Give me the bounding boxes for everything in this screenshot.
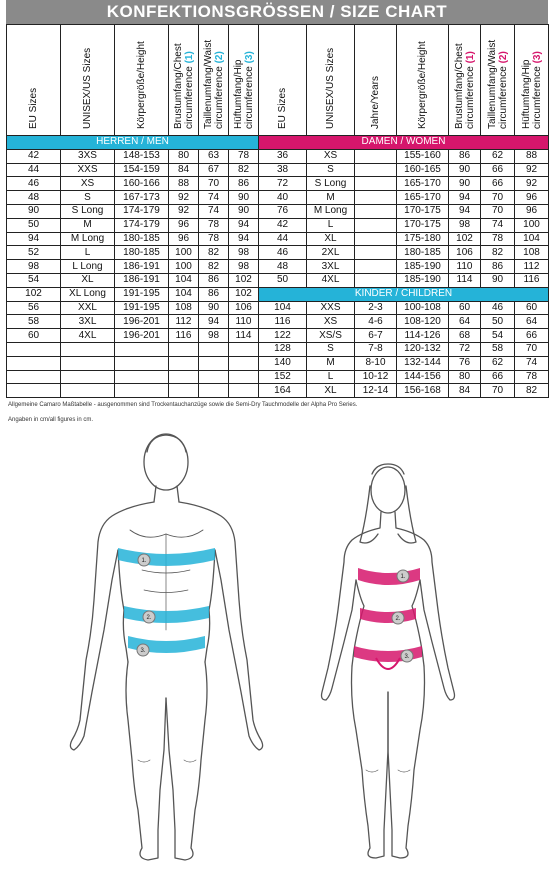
- children-cell: S: [307, 342, 355, 356]
- children-cell: 66: [481, 370, 515, 384]
- men-cell: 86: [199, 287, 229, 301]
- men-cell: 78: [199, 218, 229, 232]
- children-cell: 74: [515, 356, 549, 370]
- women-cell: 44: [259, 232, 307, 246]
- women-cell: 2XL: [307, 246, 355, 260]
- women-children-size-table: [258, 24, 549, 398]
- women-row: [259, 273, 549, 287]
- men-cell: 74: [199, 191, 229, 205]
- children-row: [259, 329, 549, 343]
- men-cell: [169, 384, 199, 398]
- women-cell: 94: [449, 204, 481, 218]
- men-row: [7, 301, 259, 315]
- header-unisex-sizes-right: UNISEX/US Sizes: [307, 25, 355, 136]
- women-cell: [355, 191, 397, 205]
- men-cell: 102: [7, 287, 61, 301]
- children-cell: 54: [481, 329, 515, 343]
- children-cell: 8-10: [355, 356, 397, 370]
- men-cell: 42: [7, 149, 61, 163]
- header-chest-right: Brustumfang/Chest circumference (1): [449, 25, 481, 136]
- men-cell: 96: [169, 232, 199, 246]
- men-cell: 180-185: [115, 232, 169, 246]
- men-cell: 67: [199, 163, 229, 177]
- men-cell: [199, 342, 229, 356]
- men-cell: XXS: [61, 163, 115, 177]
- children-row: [259, 356, 549, 370]
- women-row: [259, 163, 549, 177]
- women-cell: 90: [449, 163, 481, 177]
- women-row: [259, 232, 549, 246]
- women-cell: 74: [481, 218, 515, 232]
- children-cell: 100-108: [397, 301, 449, 315]
- men-cell: 96: [169, 218, 199, 232]
- women-cell: [355, 177, 397, 191]
- men-cell: 110: [229, 315, 259, 329]
- men-cell: 84: [169, 163, 199, 177]
- children-cell: 76: [449, 356, 481, 370]
- children-cell: 140: [259, 356, 307, 370]
- women-row: [259, 191, 549, 205]
- children-cell: 60: [449, 301, 481, 315]
- children-cell: XL: [307, 384, 355, 398]
- men-cell: 104: [169, 273, 199, 287]
- men-cell: XXL: [61, 301, 115, 315]
- men-cell: 88: [169, 177, 199, 191]
- men-cell: 4XL: [61, 329, 115, 343]
- children-cell: 156-168: [397, 384, 449, 398]
- women-cell: 50: [259, 273, 307, 287]
- children-cell: 84: [449, 384, 481, 398]
- women-cell: 42: [259, 218, 307, 232]
- women-cell: 90: [449, 177, 481, 191]
- men-cell: 94: [229, 218, 259, 232]
- men-cell: 48: [7, 191, 61, 205]
- women-cell: 48: [259, 260, 307, 274]
- women-cell: [355, 232, 397, 246]
- men-cell: 3XS: [61, 149, 115, 163]
- children-cell: 64: [449, 315, 481, 329]
- women-cell: 92: [515, 177, 549, 191]
- section-men: HERREN / MEN: [7, 136, 259, 150]
- women-cell: [355, 273, 397, 287]
- women-cell: 4XL: [307, 273, 355, 287]
- women-cell: 114: [449, 273, 481, 287]
- men-cell: 98: [7, 260, 61, 274]
- women-cell: 38: [259, 163, 307, 177]
- children-cell: 6-7: [355, 329, 397, 343]
- women-row: [259, 204, 549, 218]
- men-row: [7, 163, 259, 177]
- children-cell: M: [307, 356, 355, 370]
- men-cell: 106: [229, 301, 259, 315]
- children-cell: 60: [515, 301, 549, 315]
- women-cell: [355, 218, 397, 232]
- men-cell: 98: [229, 246, 259, 260]
- section-women: DAMEN / WOMEN: [259, 136, 549, 150]
- women-cell: 185-190: [397, 260, 449, 274]
- men-cell: 104: [169, 287, 199, 301]
- men-cell: 3XL: [61, 315, 115, 329]
- women-cell: XS: [307, 149, 355, 163]
- children-cell: 2-3: [355, 301, 397, 315]
- men-cell: 94: [7, 232, 61, 246]
- men-cell: 116: [169, 329, 199, 343]
- women-cell: 160-165: [397, 163, 449, 177]
- male-marker-1: 1.: [141, 558, 147, 564]
- men-cell: XL Long: [61, 287, 115, 301]
- header-height: Körpergröße/Height: [115, 25, 169, 136]
- women-cell: 3XL: [307, 260, 355, 274]
- children-row: [259, 301, 549, 315]
- women-cell: [355, 204, 397, 218]
- men-row: [7, 384, 259, 398]
- men-cell: [7, 356, 61, 370]
- children-cell: XXS: [307, 301, 355, 315]
- men-cell: [7, 370, 61, 384]
- men-cell: [7, 384, 61, 398]
- children-cell: 114-126: [397, 329, 449, 343]
- header-unisex-sizes: UNISEX/US Sizes: [61, 25, 115, 136]
- children-cell: 58: [481, 342, 515, 356]
- header-hip-right: Hüftumfang/Hip circumference (3): [515, 25, 549, 136]
- women-cell: 165-170: [397, 191, 449, 205]
- women-cell: 86: [449, 149, 481, 163]
- men-cell: 90: [199, 301, 229, 315]
- women-cell: 104: [515, 232, 549, 246]
- women-row: [259, 177, 549, 191]
- header-waist-right: Taillenumfang/Waist circumference (2): [481, 25, 515, 136]
- women-cell: 82: [481, 246, 515, 260]
- male-measure-bands: [118, 548, 215, 653]
- men-cell: 78: [199, 232, 229, 246]
- footnote-general: Allgemeine Camaro Maßtabelle - ausgenommen sind Trockentauchanzüge sowie die Semi-Dry Tauchmodelle der Alpha Pro Series.: [8, 402, 358, 408]
- men-row: [7, 356, 259, 370]
- men-cell: 56: [7, 301, 61, 315]
- women-cell: M Long: [307, 204, 355, 218]
- men-cell: 186-191: [115, 260, 169, 274]
- section-children: KINDER / CHILDREN: [259, 287, 549, 301]
- men-cell: [199, 370, 229, 384]
- men-cell: [115, 342, 169, 356]
- women-cell: 110: [449, 260, 481, 274]
- page-title: KONFEKTIONSGRÖSSEN / SIZE CHART: [6, 0, 548, 24]
- women-cell: 180-185: [397, 246, 449, 260]
- men-cell: 58: [7, 315, 61, 329]
- men-row: [7, 315, 259, 329]
- men-cell: 82: [229, 163, 259, 177]
- women-cell: M: [307, 191, 355, 205]
- women-cell: 86: [481, 260, 515, 274]
- children-cell: 46: [481, 301, 515, 315]
- header-hip: Hüftumfang/Hip circumference (3): [229, 25, 259, 136]
- women-cell: [355, 163, 397, 177]
- women-cell: 102: [449, 232, 481, 246]
- women-row: [259, 218, 549, 232]
- female-marker-2: 2.: [395, 616, 401, 622]
- men-cell: 98: [229, 260, 259, 274]
- men-cell: [61, 342, 115, 356]
- children-cell: 122: [259, 329, 307, 343]
- men-cell: 44: [7, 163, 61, 177]
- children-cell: 64: [515, 315, 549, 329]
- footnote-units: Angaben in cm/all figures in cm.: [8, 417, 94, 423]
- men-cell: [229, 370, 259, 384]
- women-cell: 78: [481, 232, 515, 246]
- women-cell: 108: [515, 246, 549, 260]
- men-cell: 100: [169, 246, 199, 260]
- men-cell: [61, 370, 115, 384]
- men-row: [7, 329, 259, 343]
- children-cell: 116: [259, 315, 307, 329]
- men-cell: [61, 384, 115, 398]
- women-cell: S Long: [307, 177, 355, 191]
- men-cell: L Long: [61, 260, 115, 274]
- men-cell: [115, 370, 169, 384]
- women-cell: 90: [481, 273, 515, 287]
- children-cell: 128: [259, 342, 307, 356]
- men-cell: 148-153: [115, 149, 169, 163]
- men-cell: [115, 356, 169, 370]
- men-row: [7, 149, 259, 163]
- children-cell: 62: [481, 356, 515, 370]
- children-cell: 7-8: [355, 342, 397, 356]
- men-cell: 90: [229, 204, 259, 218]
- women-cell: L: [307, 218, 355, 232]
- men-cell: 46: [7, 177, 61, 191]
- women-cell: 66: [481, 177, 515, 191]
- men-cell: [199, 356, 229, 370]
- men-cell: 154-159: [115, 163, 169, 177]
- men-row: [7, 191, 259, 205]
- men-cell: 92: [169, 204, 199, 218]
- children-cell: 72: [449, 342, 481, 356]
- men-cell: [169, 356, 199, 370]
- men-cell: S: [61, 191, 115, 205]
- women-cell: 155-160: [397, 149, 449, 163]
- men-cell: 180-185: [115, 246, 169, 260]
- children-cell: XS: [307, 315, 355, 329]
- men-row: [7, 177, 259, 191]
- men-cell: 196-201: [115, 329, 169, 343]
- children-cell: 108-120: [397, 315, 449, 329]
- women-cell: 40: [259, 191, 307, 205]
- women-cell: 46: [259, 246, 307, 260]
- children-row: [259, 315, 549, 329]
- women-cell: [355, 246, 397, 260]
- men-cell: 82: [199, 260, 229, 274]
- women-row: [259, 260, 549, 274]
- children-cell: XS/S: [307, 329, 355, 343]
- men-cell: 196-201: [115, 315, 169, 329]
- female-marker-1: 1.: [400, 574, 406, 580]
- men-cell: 174-179: [115, 218, 169, 232]
- men-row: [7, 204, 259, 218]
- women-cell: 94: [449, 191, 481, 205]
- men-cell: 70: [199, 177, 229, 191]
- men-cell: 63: [199, 149, 229, 163]
- men-cell: M: [61, 218, 115, 232]
- men-row: [7, 287, 259, 301]
- men-cell: 98: [199, 329, 229, 343]
- women-cell: 70: [481, 204, 515, 218]
- header-height-right: Körpergröße/Height: [397, 25, 449, 136]
- men-cell: [229, 356, 259, 370]
- men-cell: [169, 370, 199, 384]
- men-cell: 54: [7, 273, 61, 287]
- men-cell: [7, 342, 61, 356]
- men-cell: [115, 384, 169, 398]
- children-cell: L: [307, 370, 355, 384]
- men-cell: [199, 384, 229, 398]
- header-years: Jahre/Years: [355, 25, 397, 136]
- women-cell: 170-175: [397, 218, 449, 232]
- women-cell: 62: [481, 149, 515, 163]
- children-row: [259, 384, 549, 398]
- children-row: [259, 370, 549, 384]
- men-cell: [229, 384, 259, 398]
- children-cell: 10-12: [355, 370, 397, 384]
- men-row: [7, 370, 259, 384]
- children-cell: 164: [259, 384, 307, 398]
- children-cell: 132-144: [397, 356, 449, 370]
- men-cell: 86: [229, 177, 259, 191]
- children-cell: 80: [449, 370, 481, 384]
- men-cell: 82: [199, 246, 229, 260]
- women-cell: 88: [515, 149, 549, 163]
- children-cell: 66: [515, 329, 549, 343]
- women-cell: 96: [515, 191, 549, 205]
- header-chest: Brustumfang/Chest circumference (1): [169, 25, 199, 136]
- body-figures-illustration: [0, 430, 554, 872]
- men-cell: 186-191: [115, 273, 169, 287]
- men-cell: XL: [61, 273, 115, 287]
- women-cell: 70: [481, 191, 515, 205]
- children-row: [259, 342, 549, 356]
- men-cell: 94: [229, 232, 259, 246]
- women-row: [259, 246, 549, 260]
- women-cell: 72: [259, 177, 307, 191]
- children-cell: 152: [259, 370, 307, 384]
- men-cell: 90: [7, 204, 61, 218]
- women-cell: [355, 260, 397, 274]
- men-cell: 102: [229, 287, 259, 301]
- women-cell: 100: [515, 218, 549, 232]
- children-cell: 70: [515, 342, 549, 356]
- children-cell: 120-132: [397, 342, 449, 356]
- men-cell: 60: [7, 329, 61, 343]
- men-cell: 94: [199, 315, 229, 329]
- men-row: [7, 232, 259, 246]
- children-cell: 78: [515, 370, 549, 384]
- women-cell: 106: [449, 246, 481, 260]
- men-cell: 114: [229, 329, 259, 343]
- children-cell: 50: [481, 315, 515, 329]
- men-cell: 108: [169, 301, 199, 315]
- men-row: [7, 218, 259, 232]
- men-cell: M Long: [61, 232, 115, 246]
- children-cell: 4-6: [355, 315, 397, 329]
- children-cell: 68: [449, 329, 481, 343]
- women-cell: S: [307, 163, 355, 177]
- header-eu-sizes: EU Sizes: [7, 25, 61, 136]
- women-cell: 96: [515, 204, 549, 218]
- men-row: [7, 260, 259, 274]
- female-marker-3: 3.: [404, 654, 410, 660]
- men-cell: [229, 342, 259, 356]
- women-cell: 185-190: [397, 273, 449, 287]
- men-cell: XS: [61, 177, 115, 191]
- men-cell: 50: [7, 218, 61, 232]
- men-cell: S Long: [61, 204, 115, 218]
- women-cell: 92: [515, 163, 549, 177]
- men-cell: 174-179: [115, 204, 169, 218]
- men-cell: 100: [169, 260, 199, 274]
- children-cell: 82: [515, 384, 549, 398]
- women-cell: 175-180: [397, 232, 449, 246]
- men-cell: 102: [229, 273, 259, 287]
- men-cell: 90: [229, 191, 259, 205]
- children-cell: 104: [259, 301, 307, 315]
- men-cell: 86: [199, 273, 229, 287]
- women-cell: 112: [515, 260, 549, 274]
- men-size-table: [6, 24, 259, 398]
- men-cell: 92: [169, 191, 199, 205]
- men-cell: 167-173: [115, 191, 169, 205]
- male-marker-3: 3.: [140, 648, 146, 654]
- women-cell: 66: [481, 163, 515, 177]
- women-cell: 116: [515, 273, 549, 287]
- men-row: [7, 273, 259, 287]
- children-cell: 12-14: [355, 384, 397, 398]
- men-cell: [61, 356, 115, 370]
- women-row: [259, 149, 549, 163]
- women-cell: 165-170: [397, 177, 449, 191]
- men-cell: 112: [169, 315, 199, 329]
- women-cell: 36: [259, 149, 307, 163]
- men-cell: 160-166: [115, 177, 169, 191]
- children-cell: 144-156: [397, 370, 449, 384]
- men-cell: 52: [7, 246, 61, 260]
- header-waist: Taillenumfang/Waist circumference (2): [199, 25, 229, 136]
- men-cell: 78: [229, 149, 259, 163]
- men-row: [7, 246, 259, 260]
- women-cell: 98: [449, 218, 481, 232]
- women-cell: [355, 149, 397, 163]
- men-cell: 191-195: [115, 301, 169, 315]
- men-cell: 74: [199, 204, 229, 218]
- men-cell: L: [61, 246, 115, 260]
- men-cell: 191-195: [115, 287, 169, 301]
- children-cell: 70: [481, 384, 515, 398]
- men-row: [7, 342, 259, 356]
- women-cell: 170-175: [397, 204, 449, 218]
- men-cell: [169, 342, 199, 356]
- women-cell: 76: [259, 204, 307, 218]
- men-cell: 80: [169, 149, 199, 163]
- header-eu-sizes-right: EU Sizes: [259, 25, 307, 136]
- women-cell: XL: [307, 232, 355, 246]
- male-marker-2: 2.: [146, 615, 152, 621]
